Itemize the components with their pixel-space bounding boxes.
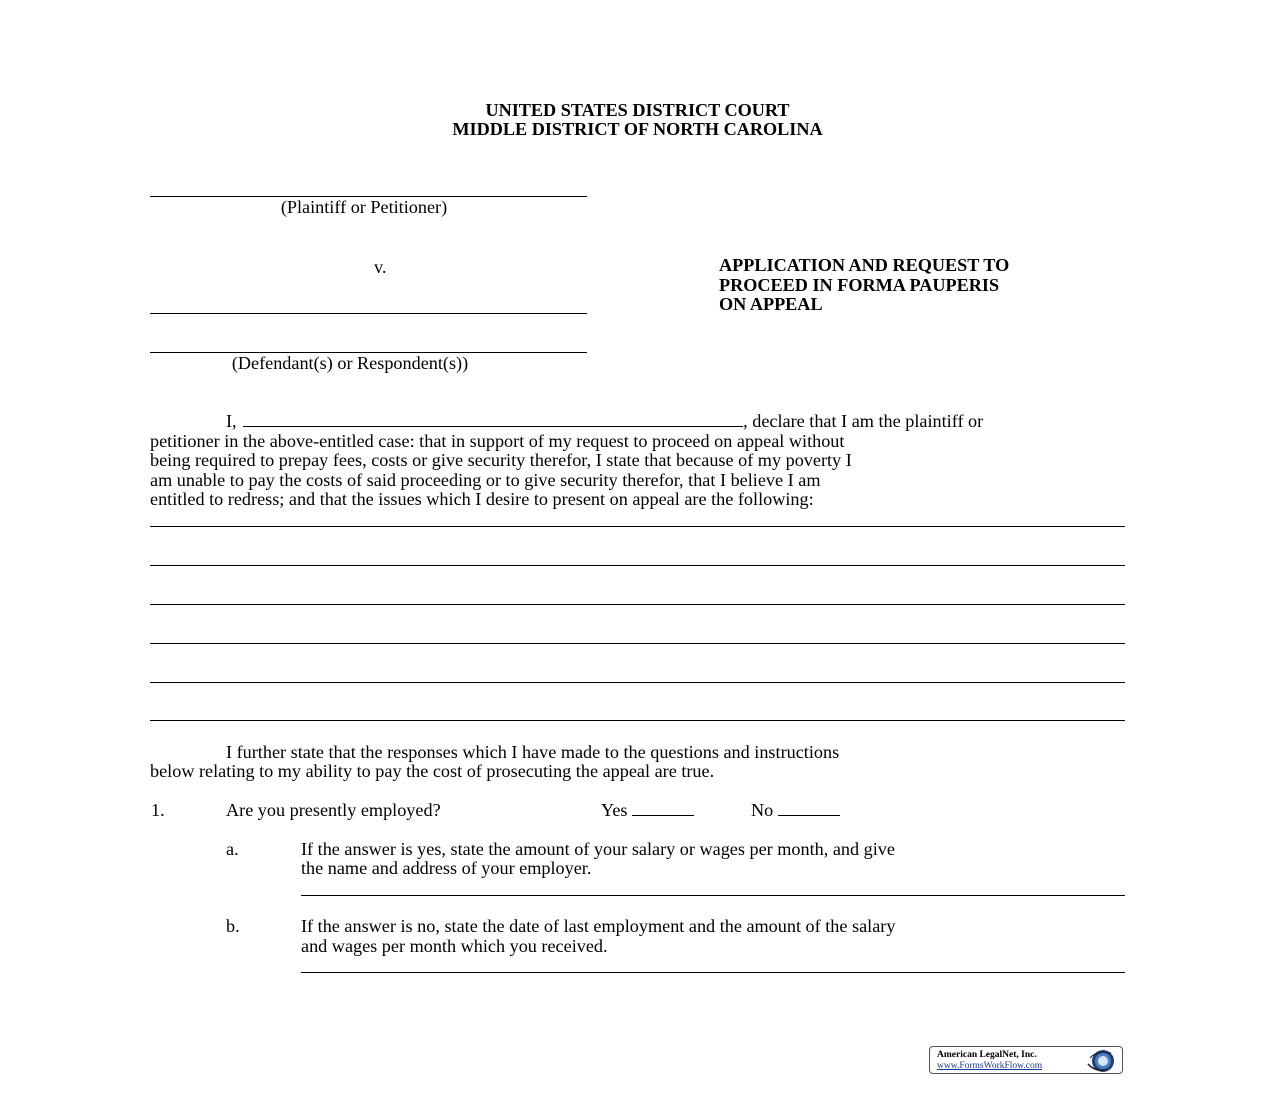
defendant-name-line-1[interactable] <box>150 313 587 314</box>
declarant-name-field[interactable] <box>243 411 743 427</box>
further-line-2: below relating to my ability to pay the cost of prosecuting the appeal are true. <box>150 761 715 781</box>
question-1b-line-2: and wages per month which you received. <box>301 936 608 956</box>
court-district: MIDDLE DISTRICT OF NORTH CAROLINA <box>452 119 823 139</box>
title-line-3: ON APPEAL <box>719 294 823 314</box>
document-title <box>719 256 1009 315</box>
yes-answer-field[interactable] <box>632 800 694 816</box>
publisher-name: American LegalNet, Inc. <box>937 1050 1037 1060</box>
declaration-line-5: entitled to redress; and that the issues which I desire to present on appeal are the following: <box>150 489 814 509</box>
publisher-stamp <box>929 1046 1123 1074</box>
title-line-2: PROCEED IN FORMA PAUPERIS <box>719 274 1000 295</box>
question-1a-label: a. <box>226 839 239 859</box>
declaration-line-3: being required to prepay fees, costs or give security therefor, I state that because of my poverty I <box>150 450 852 470</box>
issues-line-5[interactable] <box>150 682 1125 683</box>
question-1b-label: b. <box>226 916 240 936</box>
declaration-line-4: am unable to pay the costs of said proceeding or to give security therefor, that I believe I am <box>150 470 821 490</box>
yes-label: Yes <box>601 800 628 820</box>
issues-line-3[interactable] <box>150 604 1125 605</box>
issues-line-1[interactable] <box>150 526 1125 527</box>
question-1-number: 1. <box>151 800 165 820</box>
publisher-link[interactable]: www.FormsWorkFlow.com <box>937 1061 1043 1071</box>
court-name: UNITED STATES DISTRICT COURT <box>485 100 790 120</box>
no-answer-field[interactable] <box>778 800 840 816</box>
declaration-line-1-suffix: , declare that I am the plaintiff or <box>743 411 984 431</box>
question-1b-answer-line[interactable] <box>301 972 1125 973</box>
versus-text: v. <box>374 257 387 277</box>
question-1-text: Are you presently employed? <box>226 800 441 820</box>
title-line-1: APPLICATION AND REQUEST TO <box>719 255 1010 275</box>
publisher-logo-icon <box>1085 1048 1119 1079</box>
question-1a-line-1: If the answer is yes, state the amount of your salary or wages per month, and give <box>301 839 895 859</box>
further-line-1: I further state that the responses which I have made to the questions and instructions <box>226 742 840 762</box>
employed-yes-option <box>601 800 694 821</box>
issues-line-6[interactable] <box>150 720 1125 721</box>
plaintiff-label: (Plaintiff or Petitioner) <box>280 197 448 217</box>
employed-no-option <box>751 800 840 821</box>
declaration-prefix: I, <box>226 411 237 431</box>
declaration-line-1 <box>226 411 983 432</box>
question-1a-line-2: the name and address of your employer. <box>301 858 592 878</box>
declaration-line-2: petitioner in the above-entitled case: that in support of my request to proceed on appeal without <box>150 431 845 451</box>
issues-line-4[interactable] <box>150 643 1125 644</box>
question-1a-answer-line[interactable] <box>301 895 1125 896</box>
no-label: No <box>751 800 774 820</box>
defendant-label: (Defendant(s) or Respondent(s)) <box>231 353 469 373</box>
question-1b-line-1: If the answer is no, state the date of last employment and the amount of the salary <box>301 916 896 936</box>
issues-line-2[interactable] <box>150 565 1125 566</box>
